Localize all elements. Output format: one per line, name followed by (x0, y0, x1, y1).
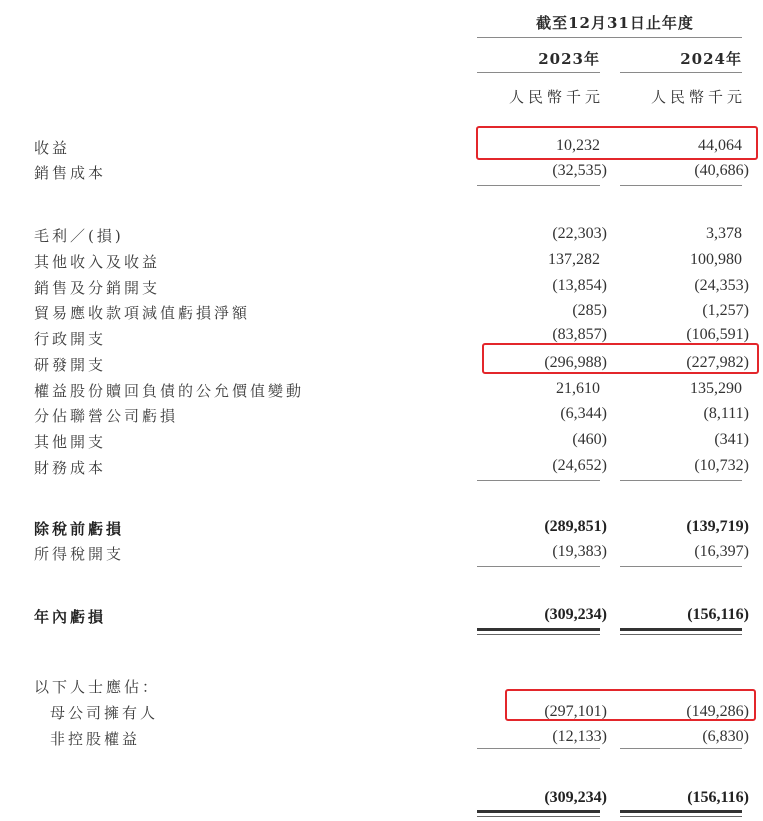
subtotal-rule (620, 566, 742, 567)
fair-value-change-2024: 135,290 (690, 380, 742, 397)
header-rule (477, 37, 742, 38)
loss-before-tax-2024: (139,719) (686, 518, 749, 535)
subtotal-rule (477, 480, 600, 481)
subtotal-rule (477, 748, 600, 749)
row-label-share-of-associates: 分佔聯營公司虧損 (34, 407, 179, 425)
row-label-selling-expenses: 銷售及分銷開支 (34, 279, 161, 297)
row-label-loss-for-year: 年內虧損 (34, 608, 107, 626)
impairment-2023: (285) (572, 302, 607, 319)
share-of-associates-2024: (8,111) (703, 405, 749, 422)
row-label-revenue: 收益 (34, 139, 71, 157)
cost-of-sales-2023: (32,535) (552, 162, 607, 179)
share-of-associates-2023: (6,344) (560, 405, 607, 422)
row-label-other-expenses: 其他開支 (34, 433, 107, 451)
rnd-expenses-2024: (227,982) (686, 354, 749, 371)
revenue-2023: 10,232 (556, 137, 600, 154)
revenue-2024: 44,064 (698, 137, 742, 154)
row-label-finance-costs: 財務成本 (34, 459, 107, 477)
column-unit-2023: 人民幣千元 (508, 88, 604, 106)
finance-costs-2024: (10,732) (694, 457, 749, 474)
row-label-attributable-to: 以下人士應佔： (34, 678, 161, 696)
row-label-admin-expenses: 行政開支 (34, 330, 107, 348)
owners-of-parent-2024: (149,286) (686, 703, 749, 720)
subtotal-rule (620, 185, 742, 186)
row-label-impairment: 貿易應收款項減值虧損淨額 (34, 304, 251, 322)
row-label-income-tax: 所得稅開支 (34, 545, 125, 563)
total-double-rule (620, 628, 742, 631)
total-double-rule (477, 816, 600, 817)
other-income-2024: 100,980 (690, 251, 742, 268)
attributable-total-2024: (156,116) (687, 789, 749, 806)
rnd-expenses-2023: (296,988) (544, 354, 607, 371)
cost-of-sales-2024: (40,686) (694, 162, 749, 179)
other-income-2023: 137,282 (548, 251, 600, 268)
loss-before-tax-2023: (289,851) (544, 518, 607, 535)
column-year-2023: 2023年 (538, 50, 600, 68)
highlight-box-owners-of-parent (505, 689, 756, 721)
admin-expenses-2023: (83,857) (552, 326, 607, 343)
impairment-2024: (1,257) (702, 302, 749, 319)
row-label-rnd-expenses: 研發開支 (34, 356, 107, 374)
gross-profit-2024: 3,378 (706, 225, 742, 242)
row-label-gross-profit: 毛利／(損) (34, 227, 124, 245)
finance-costs-2023: (24,652) (552, 457, 607, 474)
subtotal-rule (620, 748, 742, 749)
highlight-box-revenue (476, 126, 758, 160)
year-rule-2023 (477, 72, 600, 73)
non-controlling-2024: (6,830) (702, 728, 749, 745)
non-controlling-2023: (12,133) (552, 728, 607, 745)
total-double-rule (620, 816, 742, 817)
row-label-other-income: 其他收入及收益 (34, 253, 161, 271)
row-label-cost-of-sales: 銷售成本 (34, 164, 107, 182)
loss-for-year-2023: (309,234) (544, 606, 607, 623)
highlight-box-rnd-expenses (482, 343, 759, 374)
selling-expenses-2024: (24,353) (694, 277, 749, 294)
income-tax-2023: (19,383) (552, 543, 607, 560)
column-unit-2024: 人民幣千元 (650, 88, 746, 106)
subtotal-rule (477, 566, 600, 567)
fair-value-change-2023: 21,610 (556, 380, 600, 397)
loss-for-year-2024: (156,116) (687, 606, 749, 623)
subtotal-rule (477, 185, 600, 186)
row-label-non-controlling: 非控股權益 (50, 730, 141, 748)
column-year-2024: 2024年 (680, 50, 742, 68)
attributable-total-2023: (309,234) (544, 789, 607, 806)
year-rule-2024 (620, 72, 742, 73)
total-double-rule (620, 634, 742, 635)
selling-expenses-2023: (13,854) (552, 277, 607, 294)
gross-profit-2023: (22,303) (552, 225, 607, 242)
other-expenses-2024: (341) (714, 431, 749, 448)
owners-of-parent-2023: (297,101) (544, 703, 607, 720)
row-label-fair-value-change: 權益股份贖回負債的公允價值變動 (34, 382, 305, 400)
row-label-loss-before-tax: 除稅前虧損 (34, 520, 125, 538)
total-double-rule (477, 634, 600, 635)
income-tax-2024: (16,397) (694, 543, 749, 560)
total-double-rule (620, 810, 742, 813)
row-label-owners-of-parent: 母公司擁有人 (50, 704, 159, 722)
other-expenses-2023: (460) (572, 431, 607, 448)
total-double-rule (477, 628, 600, 631)
admin-expenses-2024: (106,591) (686, 326, 749, 343)
total-double-rule (477, 810, 600, 813)
subtotal-rule (620, 480, 742, 481)
period-title: 截至12月31日止年度 (536, 14, 694, 32)
